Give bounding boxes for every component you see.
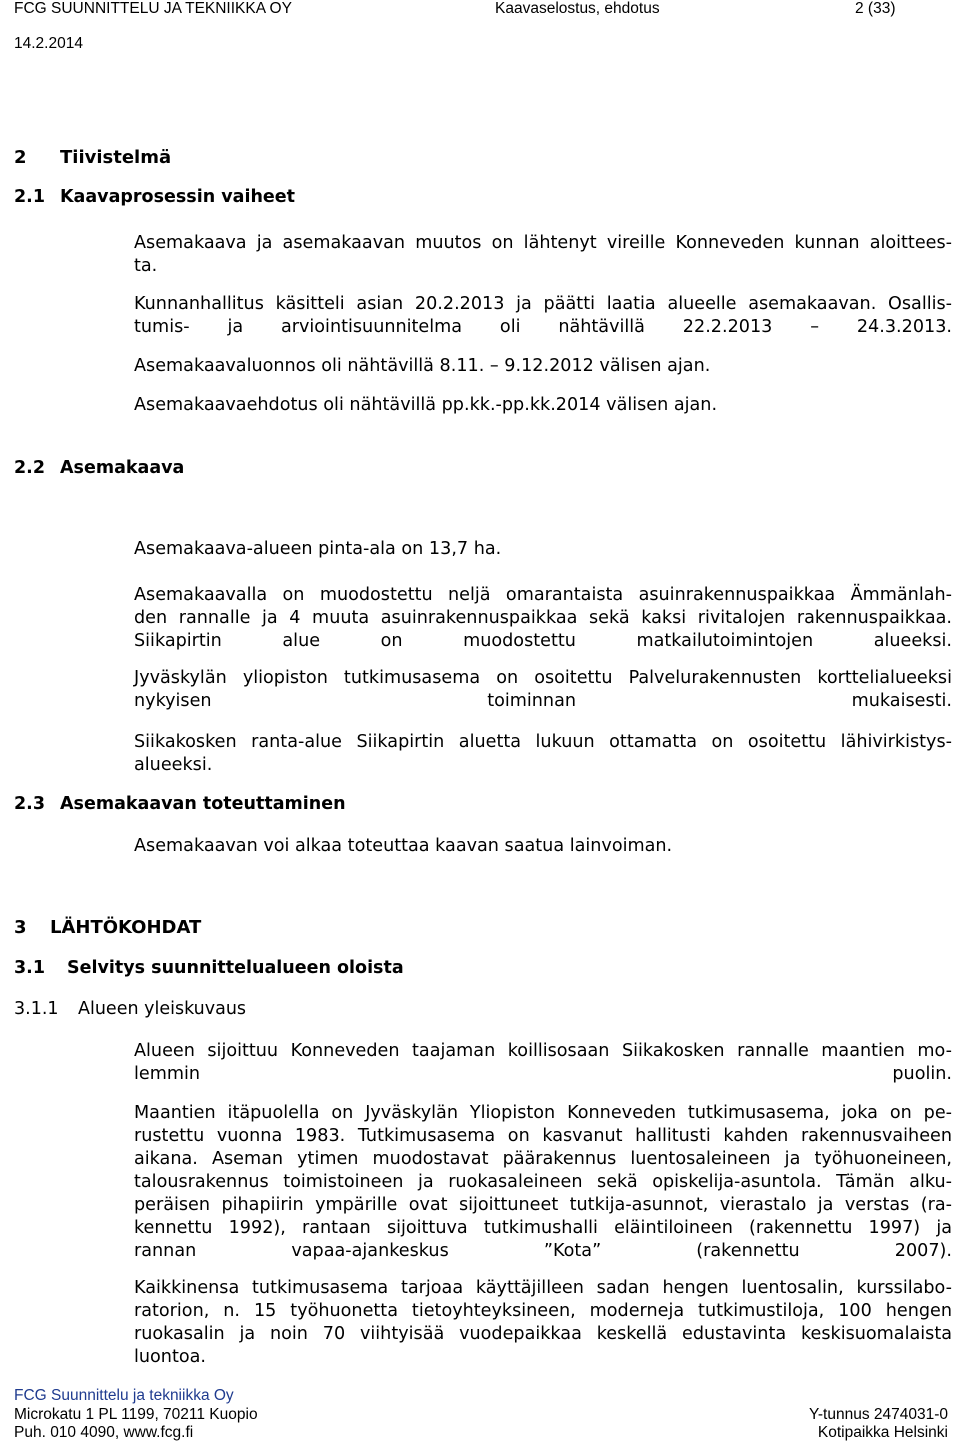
paragraph-3-1-1-a: Alueen sijoittuu Konneveden taajaman koillisosaan Siikakosken rannalle maantien mo- lemmin puolin. bbox=[134, 1041, 952, 1084]
paragraph-2-1-d: Asemakaavaehdotus oli nähtävillä pp.kk.-pp.kk.2014 välisen ajan. bbox=[134, 395, 718, 415]
paragraph-2-1-a: Asemakaava ja asemakaavan muutos on lähtenyt vireille Konneveden kunnan aloittees- ta. bbox=[134, 233, 952, 276]
footer-address: Microkatu 1 PL 1199, 70211 Kuopio bbox=[14, 1406, 258, 1423]
heading-3-1-1: 3.1.1 Alueen yleiskuvaus bbox=[14, 999, 247, 1019]
header-page-number: 2 (33) bbox=[855, 0, 896, 17]
paragraph-2-2-c: Jyväskylän yliopiston tutkimusasema on osoitettu Palvelurakennusten korttelialueeksi nykyisen toiminnan mukaisesti. bbox=[134, 668, 952, 711]
heading-2: 2 Tiivistelmä bbox=[14, 147, 172, 168]
paragraph-2-2-a: Asemakaava-alueen pinta-ala on 13,7 ha. bbox=[134, 539, 502, 559]
paragraph-2-2-b: Asemakaavalla on muodostettu neljä omarantaista asuinrakennuspaikkaa Ämmänlah- den rannalle ja 4 muuta asuinrakennuspaikkaa sekä kaksi rivitalojen rakennuspaikkaa. Siikapirtin alue on muodostettu matkailutoimintojen alueeksi. bbox=[134, 585, 952, 651]
paragraph-2-3-a: Asemakaavan voi alkaa toteuttaa kaavan saatua lainvoiman. bbox=[134, 836, 673, 856]
heading-3: 3 LÄHTÖKOHDAT bbox=[14, 917, 202, 938]
paragraph-2-1-c: Asemakaavaluonnos oli nähtävillä 8.11. – 9.12.2012 välisen ajan. bbox=[134, 356, 711, 376]
paragraph-2-2-d: Siikakosken ranta-alue Siikapirtin aluetta lukuun ottamatta on osoitettu lähivirkistys- alueeksi. bbox=[134, 732, 952, 775]
footer-phone-web: Puh. 010 4090, www.fcg.fi bbox=[14, 1424, 194, 1441]
heading-2-1: 2.1 Kaavaprosessin vaiheet bbox=[14, 187, 296, 207]
paragraph-3-1-1-b: Maantien itäpuolella on Jyväskylän Yliopiston Konneveden tutkimusasema, joka on pe- rustettu vuonna 1983. Tutkimusasema on kasvanut hallitusti kahden rakennusvaiheen aikana. Aseman ytimen muodostavat päärakennus luentosaleineen ja työhuoneineen, talousrakennus toimistoineen ja ruokasaleineen sekä opiskelija-asuntola. Tämän alku- peräisen pihapiirin ympärille ovat sijoittuneet tutkija-asunnot, vierastalo ja verstas (ra- kennettu 1992), rantaan sijoittuva tutkimushalli eläintiloineen (rakennettu 1997) ja rannan vapaa-ajankeskus ”Kota” (rakennettu 2007). bbox=[134, 1103, 952, 1261]
footer-company: FCG Suunnittelu ja tekniikka Oy bbox=[14, 1387, 234, 1404]
heading-2-2: 2.2 Asemakaava bbox=[14, 458, 185, 478]
header-date: 14.2.2014 bbox=[14, 35, 83, 52]
footer-domicile: Kotipaikka Helsinki bbox=[817, 1424, 948, 1441]
header-doc-type: Kaavaselostus, ehdotus bbox=[495, 0, 660, 17]
header-company: FCG SUUNNITTELU JA TEKNIIKKA OY bbox=[14, 0, 292, 17]
paragraph-2-1-b: Kunnanhallitus käsitteli asian 20.2.2013 ja päätti laatia alueelle asemakaavan. Osallis- tumis- ja arviointisuunnitelma oli nähtävillä 22.2.2013 – 24.3.2013. bbox=[134, 294, 952, 337]
heading-3-1: 3.1 Selvitys suunnittelualueen oloista bbox=[14, 958, 404, 978]
paragraph-3-1-1-c: Kaikkinensa tutkimusasema tarjoaa käyttäjilleen sadan hengen luentosalin, kurssilabo- ratorion, n. 15 työhuonetta tietoyhteyksineen, moderneja tutkimustiloja, 100 hengen ruokasalin ja noin 70 viihtyisää vuodepaikkaa keskellä edustavinta keskisuomalaista luontoa. bbox=[134, 1278, 952, 1367]
footer-business-id: Y-tunnus 2474031-0 bbox=[808, 1406, 948, 1423]
heading-2-3: 2.3 Asemakaavan toteuttaminen bbox=[14, 794, 346, 814]
